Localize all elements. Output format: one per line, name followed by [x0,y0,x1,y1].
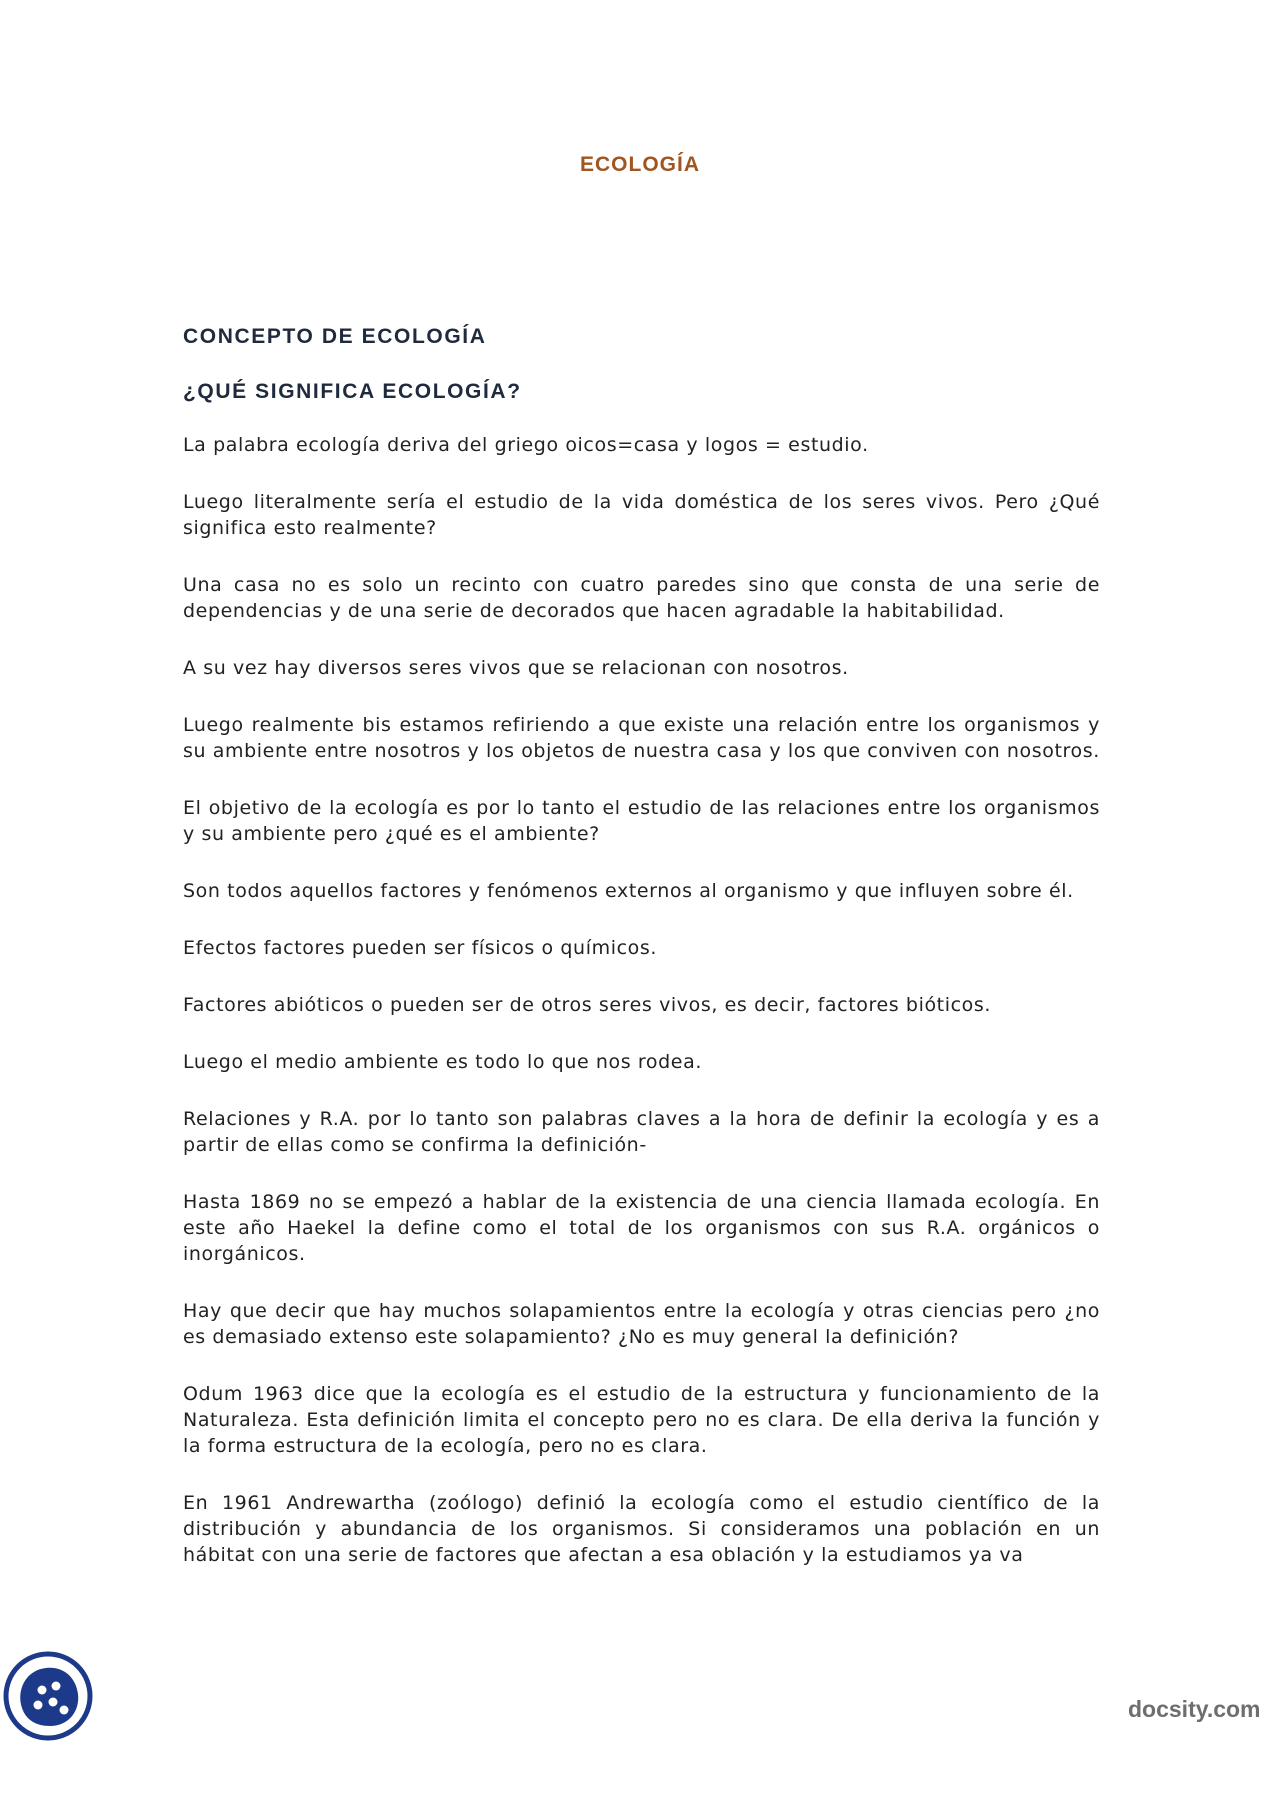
page-title: ECOLOGÍA [579,153,700,176]
paragraph: Hay que decir que hay muchos solapamientos entre la ecología y otras ciencias pero ¿no es demasiado extenso este solapamiento? ¿No es muy general la definición? [183,1300,1100,1348]
paragraph: Hasta 1869 no se empezó a hablar de la existencia de una ciencia llamada ecología. En este año Haekel la define como el total de los organismos con sus R.A. orgánicos o inorgánicos. [183,1191,1100,1265]
docsity-logo-icon-svg [2,1650,94,1742]
question-heading: ¿QUÉ SIGNIFICA ECOLOGÍA? [183,380,522,403]
paragraph: La palabra ecología deriva del griego oicos=casa y logos = estudio. [183,434,869,456]
paragraph: Odum 1963 dice que la ecología es el estudio de la estructura y funcionamiento de la Naturaleza. Esta definición limita el concepto pero no es clara. De ella deriva la función y la forma estructura de la ecología, pero no es clara. [183,1383,1100,1457]
docsity-logo-icon[interactable] [2,1650,94,1742]
section-heading: CONCEPTO DE ECOLOGÍA [183,325,487,348]
paragraph: Luego realmente bis estamos refiriendo a que existe una relación entre los organismos y su ambiente entre nosotros y los objetos de nuestra casa y los que conviven con nosotros. [183,714,1100,762]
paragraph: Relaciones y R.A. por lo tanto son palabras claves a la hora de definir la ecología y es a partir de ellas como se confirma la definición- [183,1108,1100,1156]
paragraph: Son todos aquellos factores y fenómenos externos al organismo y que influyen sobre él. [183,880,1074,902]
document-body [183,322,1100,1599]
paragraph: Efectos factores pueden ser físicos o químicos. [183,937,657,959]
docsity-brand-link[interactable]: docsity.com [1128,1696,1261,1722]
paragraph: Una casa no es solo un recinto con cuatro paredes sino que consta de una serie de dependencias y de una serie de decorados que hacen agradable la habitabilidad. [183,574,1100,622]
paragraph: El objetivo de la ecología es por lo tanto el estudio de las relaciones entre los organismos y su ambiente pero ¿qué es el ambiente? [183,797,1100,845]
paragraph: En 1961 Andrewartha (zoólogo) definió la ecología como el estudio científico de la distribución y abundancia de los organismos. Si consideramos una población en un hábitat con una serie de factores que afectan a esa oblación y la estudiamos ya va [183,1492,1100,1566]
paragraph: Luego el medio ambiente es todo lo que nos rodea. [183,1051,702,1073]
paragraph: Luego literalmente sería el estudio de la vida doméstica de los seres vivos. Pero ¿Qué significa esto realmente? [183,491,1100,539]
paragraph: Factores abióticos o pueden ser de otros seres vivos, es decir, factores bióticos. [183,994,992,1016]
paragraph: A su vez hay diversos seres vivos que se relacionan con nosotros. [183,657,849,679]
